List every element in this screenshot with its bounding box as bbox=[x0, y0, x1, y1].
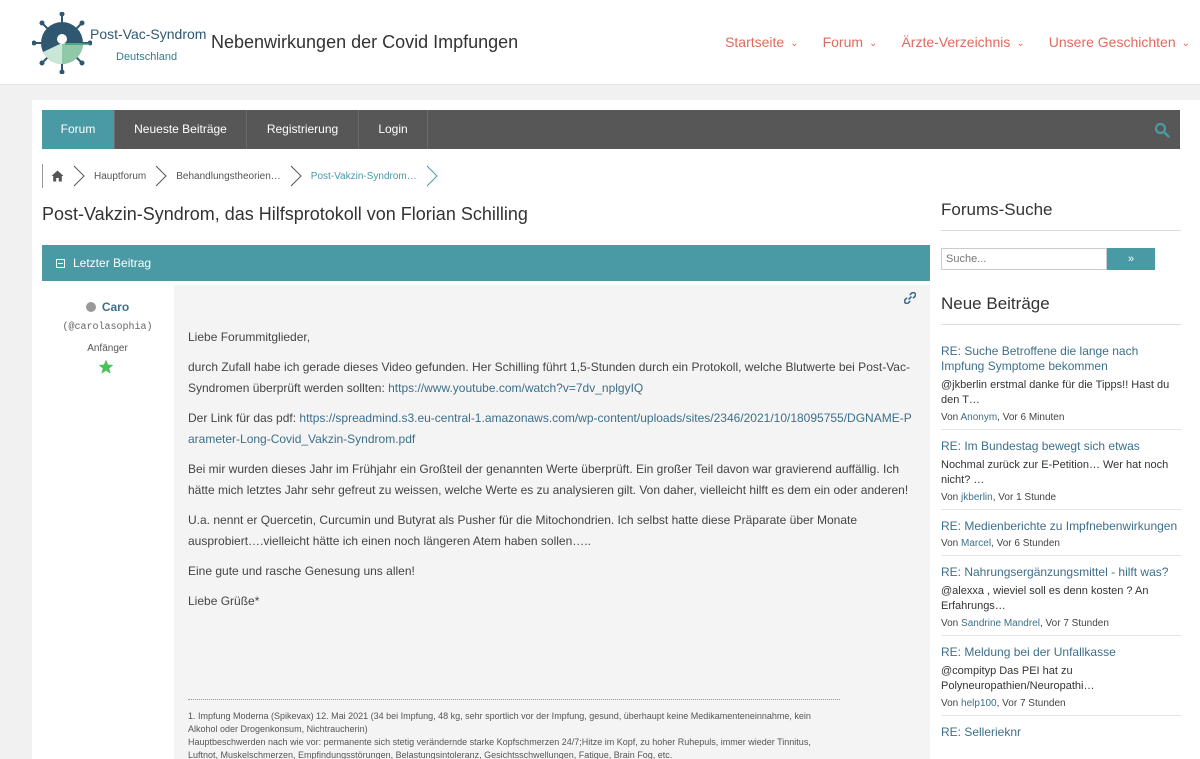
last-post-label: Letzter Beitrag bbox=[73, 256, 152, 270]
meta-prefix: Von bbox=[941, 492, 959, 503]
list-item bbox=[941, 519, 1181, 556]
forum-search-title: Forums-Suche bbox=[941, 200, 1053, 219]
main-nav bbox=[725, 34, 1190, 50]
post-paragraph-text: Der Link für das pdf: bbox=[188, 411, 300, 425]
recent-post-link[interactable]: RE: Sellerieknr bbox=[941, 725, 1022, 739]
breadcrumb-item[interactable]: Hauptforum bbox=[94, 170, 147, 182]
tab-forum[interactable]: Forum bbox=[42, 110, 115, 149]
list-item bbox=[941, 565, 1181, 636]
home-icon bbox=[51, 170, 64, 182]
permalink-icon[interactable] bbox=[904, 292, 916, 304]
signature-line: 1. Impfung Moderna (Spikevax) 12. Mai 2021 (34 bei Impfung, 48 kg, sehr sportlich vor der Impfung, gesund, überhaupt keine Medikamenteneinnahme, kein Alkohol oder Drogenkonsum, Nichtraucherin) bbox=[188, 711, 811, 734]
post-paragraph-text: durch Zufall habe ich gerade dieses Video gefunden. Her Schilling führt 1,5-Stunden durch ein Protokoll, welche Blutwerte bei Post-Vac-Syndromen überprüft werden sollten: bbox=[188, 360, 910, 395]
star-icon bbox=[98, 359, 114, 375]
recent-post-time: , Vor 1 Stunde bbox=[992, 492, 1057, 503]
author-handle: (@carolasophia) bbox=[62, 322, 153, 333]
virus-logo-icon bbox=[32, 12, 92, 74]
recent-post-author[interactable]: Marcel bbox=[961, 538, 992, 549]
breadcrumb-item[interactable]: Behandlungstheorien… bbox=[176, 170, 281, 182]
divider bbox=[941, 230, 1181, 231]
author-name[interactable]: Caro bbox=[101, 300, 130, 314]
divider bbox=[941, 324, 1181, 325]
post-paragraph: Liebe Grüße* bbox=[188, 594, 260, 608]
recent-post-author[interactable]: Sandrine Mandrel bbox=[961, 618, 1040, 629]
nav-label: Unsere Geschichten bbox=[1048, 34, 1176, 50]
list-item bbox=[941, 645, 1181, 716]
offline-status-icon bbox=[86, 302, 96, 312]
tab-login[interactable]: Login bbox=[359, 110, 428, 149]
post-paragraph bbox=[188, 408, 918, 450]
chevron-down-icon: ⌄ bbox=[1181, 38, 1190, 49]
list-item bbox=[941, 725, 1181, 746]
nav-label: Startseite bbox=[725, 34, 785, 50]
breadcrumb-current[interactable]: Post-Vakzin-Syndrom… bbox=[310, 170, 417, 182]
site-header bbox=[0, 0, 1200, 85]
post-text bbox=[188, 327, 918, 621]
last-post-toggle[interactable] bbox=[42, 245, 930, 281]
recent-post-link[interactable]: RE: Im Bundestag bewegt sich etwas bbox=[941, 439, 1140, 453]
recent-post-time: , Vor 6 Minuten bbox=[997, 412, 1065, 423]
post-body bbox=[174, 285, 930, 759]
site-title: Nebenwirkungen der Covid Impfungen bbox=[211, 32, 519, 52]
recent-post-meta bbox=[941, 412, 1181, 423]
breadcrumb-separator-icon bbox=[425, 164, 439, 188]
chevron-down-icon: ⌄ bbox=[790, 38, 799, 49]
recent-post-excerpt: @compityp Das PEI hat zu Polyneuropathien/Neuropathi… bbox=[941, 665, 1095, 692]
meta-prefix: Von bbox=[941, 412, 959, 423]
post-paragraph: Liebe Forummitglieder, bbox=[188, 330, 311, 344]
meta-prefix: Von bbox=[941, 698, 959, 709]
search-input[interactable] bbox=[941, 248, 1107, 270]
recent-post-meta bbox=[941, 538, 1181, 549]
pdf-link[interactable]: https://spreadmind.s3.eu-central-1.amazonaws.com/wp-content/uploads/sites/2346/2021/10/18095755/DGNAME-Parameter-Long-Covid_Vakzin-Syndrom.pdf bbox=[188, 411, 912, 446]
breadcrumb-home[interactable] bbox=[42, 164, 72, 188]
breadcrumb-separator-icon bbox=[72, 164, 86, 188]
recent-post-link[interactable]: RE: Nahrungsergänzungsmittel - hilft was? bbox=[941, 565, 1169, 579]
forum-nav bbox=[42, 110, 1180, 149]
recent-posts-title: Neue Beiträge bbox=[941, 294, 1050, 313]
author-rank: Anfänger bbox=[87, 343, 128, 354]
author-column bbox=[42, 285, 173, 759]
nav-unsere-geschichten[interactable] bbox=[1049, 34, 1190, 50]
recent-post-excerpt: @jkberlin erstmal danke für die Tipps!! Hast du den T… bbox=[941, 379, 1170, 406]
meta-prefix: Von bbox=[941, 618, 959, 629]
recent-post-time: , Vor 7 Stunden bbox=[996, 698, 1066, 709]
recent-post-excerpt: @alexxa , wieviel soll es denn kosten ? An Erfahrungs… bbox=[941, 585, 1149, 612]
tab-neueste-beitraege[interactable]: Neueste Beiträge bbox=[115, 110, 247, 149]
logo-subtext: Deutschland bbox=[116, 51, 178, 63]
recent-post-author[interactable]: Anonym bbox=[960, 412, 998, 423]
recent-post-time: , Vor 6 Stunden bbox=[991, 538, 1060, 549]
site-logo[interactable] bbox=[32, 12, 207, 74]
youtube-link[interactable]: https://www.youtube.com/watch?v=7dv_nplgyIQ bbox=[388, 381, 644, 395]
chevron-down-icon: ⌄ bbox=[1016, 38, 1025, 49]
content-panel bbox=[32, 100, 1200, 759]
post-signature bbox=[188, 699, 840, 759]
chevron-down-icon: ⌄ bbox=[869, 38, 878, 49]
post-paragraph: U.a. nennt er Quercetin, Curcumin und Butyrat als Pusher für die Mitochondrien. Ich selbst hatte diese Präparate über Monate ausprobiert….vielleicht hätte ich einen noch längeren Atem haben sollen….. bbox=[188, 513, 858, 548]
logo-text: Post-Vac-Syndrom bbox=[90, 26, 207, 42]
sidebar bbox=[941, 200, 1181, 739]
list-item bbox=[941, 439, 1181, 510]
collapse-icon bbox=[56, 259, 65, 268]
search-icon[interactable] bbox=[1154, 122, 1170, 138]
nav-aerzte-verzeichnis[interactable] bbox=[901, 34, 1024, 50]
recent-post-author[interactable]: jkberlin bbox=[961, 492, 993, 503]
breadcrumb-separator-icon bbox=[154, 164, 168, 188]
tab-registrierung[interactable]: Registrierung bbox=[247, 110, 359, 149]
recent-post-meta bbox=[941, 698, 1181, 709]
post-paragraph: Bei mir wurden dieses Jahr im Frühjahr ein Großteil der genannten Werte überprüft. Ein großer Teil davon war gravierend auffällig. Ich hätte mich letztes Jahr sehr gefreut zu weissen, welche Werte es zu analysieren gilt. Von daher, vielleicht hilft es dem ein oder anderen! bbox=[188, 462, 909, 497]
meta-prefix: Von bbox=[941, 538, 959, 549]
recent-post-meta bbox=[941, 492, 1181, 503]
recent-post-author[interactable]: help100 bbox=[961, 698, 997, 709]
recent-post-link[interactable]: RE: Meldung bei der Unfallkasse bbox=[941, 645, 1116, 659]
topic-title: Post-Vakzin-Syndrom, das Hilfsprotokoll von Florian Schilling bbox=[42, 204, 528, 224]
breadcrumb-separator-icon bbox=[289, 164, 303, 188]
post-paragraph: Eine gute und rasche Genesung uns allen! bbox=[188, 564, 415, 578]
recent-post-meta bbox=[941, 618, 1181, 629]
list-item bbox=[941, 344, 1181, 430]
recent-post-excerpt: Nochmal zurück zur E-Petition… Wer hat noch nicht? … bbox=[941, 459, 1169, 486]
recent-post-time: , Vor 7 Stunden bbox=[1039, 618, 1109, 629]
breadcrumb bbox=[42, 162, 439, 190]
nav-startseite[interactable] bbox=[725, 34, 799, 50]
search-submit-button[interactable]: » bbox=[1107, 248, 1155, 270]
nav-forum[interactable] bbox=[823, 34, 878, 50]
recent-post-link[interactable]: RE: Medienberichte zu Impfnebenwirkungen bbox=[941, 519, 1178, 533]
author-name-row bbox=[42, 300, 173, 314]
nav-label: Ärzte-Verzeichnis bbox=[901, 34, 1011, 50]
recent-posts-list bbox=[941, 344, 1181, 755]
forum-search-form bbox=[941, 248, 1155, 270]
signature-line: Hauptbeschwerden nach wie vor: permanente sich stetig verändernde starke Kopfschmerzen 24/7;Hitze im Kopf, zu hoher Ruhepuls, immer wieder Tinnitus, Luftnot, Muskelschmerzen, Empfindungsstörungen, Belastungsintoleranz, Gesichtsschwellungen, Fatigue, Brain Fog, etc. bbox=[188, 737, 811, 759]
recent-post-link[interactable]: RE: Suche Betroffene die lange nach Impfung Symptome bekommen bbox=[941, 344, 1139, 373]
post-paragraph bbox=[188, 357, 918, 399]
nav-label: Forum bbox=[822, 34, 864, 50]
